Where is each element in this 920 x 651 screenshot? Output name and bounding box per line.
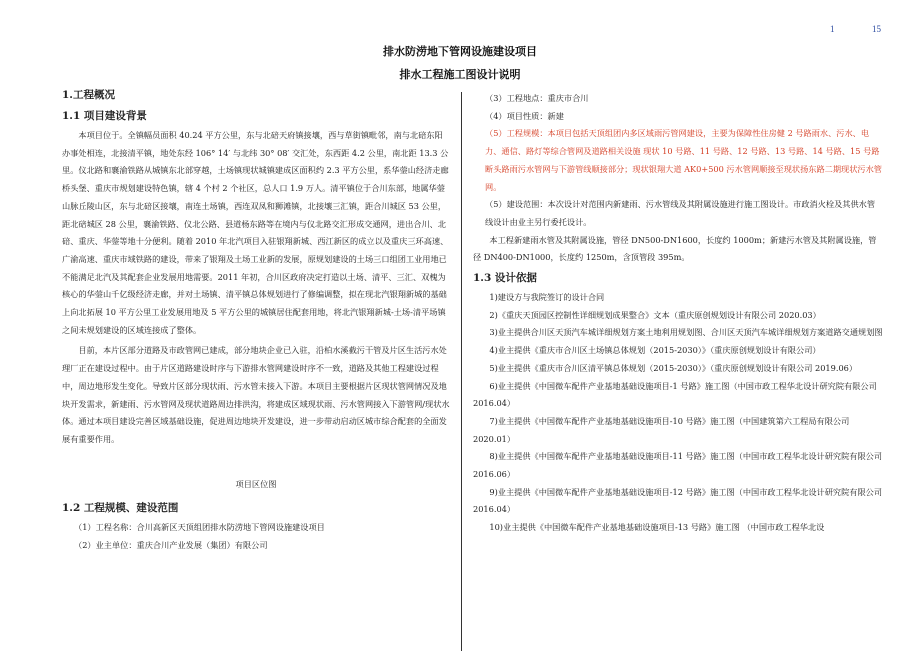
section-heading-background: 1.1 项目建设背景 xyxy=(62,110,147,122)
project-name-item: （1）工程名称：合川高新区天顶组团排水防涝地下管网设施建设项目 xyxy=(74,522,325,533)
page-total: 15 xyxy=(872,24,881,34)
reference-item: 4)业主提供《重庆市合川区土场镇总体规划（2015-2030）》（重庆原创规划设计有限公司） xyxy=(489,345,821,356)
section-heading-overview: 1.工程概况 xyxy=(62,89,115,101)
right-column xyxy=(473,90,883,537)
reference-item: 8)业主提供《中国微车配件产业基地基础设施项目-11 号路》施工图（中国市政工程华北设计研究院有限公司 2016.06） xyxy=(473,451,883,480)
reference-item: 10)业主提供《中国微车配件产业基地基础设施项目-13 号路》施工图 （中国市政工程华北设 xyxy=(489,522,825,533)
scale-item: （5）工程规模：本项目包括天顶组团内多区域雨污管网建设，主要为保障性住房健 2 号路雨水、污水、电力、通信、路灯等综合管网及道路相关设施 现状 10 号路、11 号路、12 号路、13 号路、14 号路、15 号路断头路雨污水管网与下游管线顺接部分；现状银翔大道 AK0+500 污水管网顺接至现状扬东路二期现状污水管网。 xyxy=(485,128,882,192)
figure-caption: 项目区位图 xyxy=(235,478,277,489)
document-subtitle: 排水工程施工图设计说明 xyxy=(399,68,521,81)
reference-item: 2)《重庆天顶园区控制性详细规划成果整合》文本（重庆原创规划设计有限公司 2020.03） xyxy=(489,309,821,320)
column-divider xyxy=(461,92,462,651)
reference-item: 3)业主提供合川区天顶汽车城详细规划方案土地利用规划图、合川区天顶汽车城详细规划方案道路交通规划图 xyxy=(489,327,883,338)
page-number: 1 xyxy=(830,24,835,34)
left-column xyxy=(62,85,450,555)
section-heading-scale: 1.2 工程规模、建设范围 xyxy=(62,502,179,515)
reference-item: 6)业主提供《中国微车配件产业基地基础设施项目-1 号路》施工图（中国市政工程华北设计研究院有限公司 2016.04） xyxy=(473,380,877,409)
scope-item: （5）建设范围：本次设计对范围内新建雨、污水管线及其附属设施进行施工图设计。市政消火栓及其供水管线设计由业主另行委托设计。 xyxy=(485,199,876,227)
nature-item: （4）项目性质：新建 xyxy=(485,110,564,121)
location-item: （3）工程地点：重庆市合川 xyxy=(485,93,589,103)
reference-item: 1)建设方与我院签订的设计合同 xyxy=(489,292,605,303)
document-title: 排水防涝地下管网设施建设项目 xyxy=(383,45,537,58)
owner-item: （2）业主单位：重庆合川产业发展（集团）有限公司 xyxy=(74,540,268,551)
work-quantity-paragraph: 本工程新建雨水管及其附属设施，管径 DN500-DN1600，长度约 1000m；新建污水管及其附属设施，管径 DN400-DN1000，长度约 1250m，含顶管段 395m。 xyxy=(473,234,877,263)
background-paragraph-1: 本项目位于。全镇幅员面积 40.24 平方公里，东与北碚天府镇接壤，西与草街镇毗邻，南与北碚东阳办事处相连，北接清平镇，地处东经 106° 14′ 与北纬 30° 08′ 交汇处，东西距 4.2 公里，南北距 13.3 公里。仪北路和襄渝铁路从城镇东北部穿越，土场镇现状城镇建成区面积约 2.3 平方公里，系华蓥山经济走廊桥头堡、重庆市规划建设特色镇，辖 4 个村 2 个社区，总人口 1.9 万人。清平镇位于合川东部，地属华蓥山脉丘陵山区，东与北碚区接壤，南连土场镇，西连双凤和狮滩镇，北接壤三汇镇，距合川城区 53 公里，距北碚城区 28 公里，襄渝铁路、仪北公路、县道杨东路等在境内与仪北路交汇形成交通网，进出合川、北碚、重庆、华蓥等地十分便利。随着 2010 年北汽项目入驻银翔新城、西江新区的成立以及重庆三环高速、广渝高速、重庆市域铁路的建设，带来了银翔及土场工业新的发展，原规划建设的土场三口组团工业用地已不能满足北汽及其配套企业发展用地需要。2011 年初，合川区政府决定打造以土场、清平、三汇、双槐为核心的华蓥山千亿级经济走廊，并对土场镇、清平镇总体规划进行了修编调整，拟在现北汽银翔新城的基础上向北拓展 10 平方公里工业发展用地及 5 平方公里的城镇居住配套用地，将北汽银翔新城-土场-清平场镇之间未规划建设的区域连接成了整体。 xyxy=(62,130,449,335)
background-paragraph-2: 目前，本片区部分道路及市政管网已建成，部分地块企业已入驻，沿柏水溪截污干管及片区生活污水处理厂正在建设过程中。由于片区道路建设时序与下游排水管网建设时序不一致，道路及其他工程建设过程中，周边地形发生变化。导致片区部分现状雨、污水管未接入下游。本项目主要根据片区现状管网情况及地块开发需求，新建雨、污水管网及现状道路周边排洪沟，将建成区域现状雨、污水管网接入下游管网/现状水体。通过本项目建设完善区域基础设施，促进周边地块开发建设，进一步带动启动区城市综合配套的全面发展有重要作用。 xyxy=(62,345,450,444)
section-heading-basis: 1.3 设计依据 xyxy=(473,272,537,285)
reference-item: 5)业主提供《重庆市合川区清平镇总体规划（2015-2030）》（重庆原创规划设计有限公司 2019.06） xyxy=(489,362,858,373)
reference-item: 7)业主提供《中国微车配件产业基地基础设施项目-10 号路》施工图（中国建筑第六工程局有限公司 2020.01） xyxy=(473,415,850,444)
reference-item: 9)业主提供《中国微车配件产业基地基础设施项目-12 号路》施工图（中国市政工程华北设计研究院有限公司 2016.04） xyxy=(473,486,883,515)
